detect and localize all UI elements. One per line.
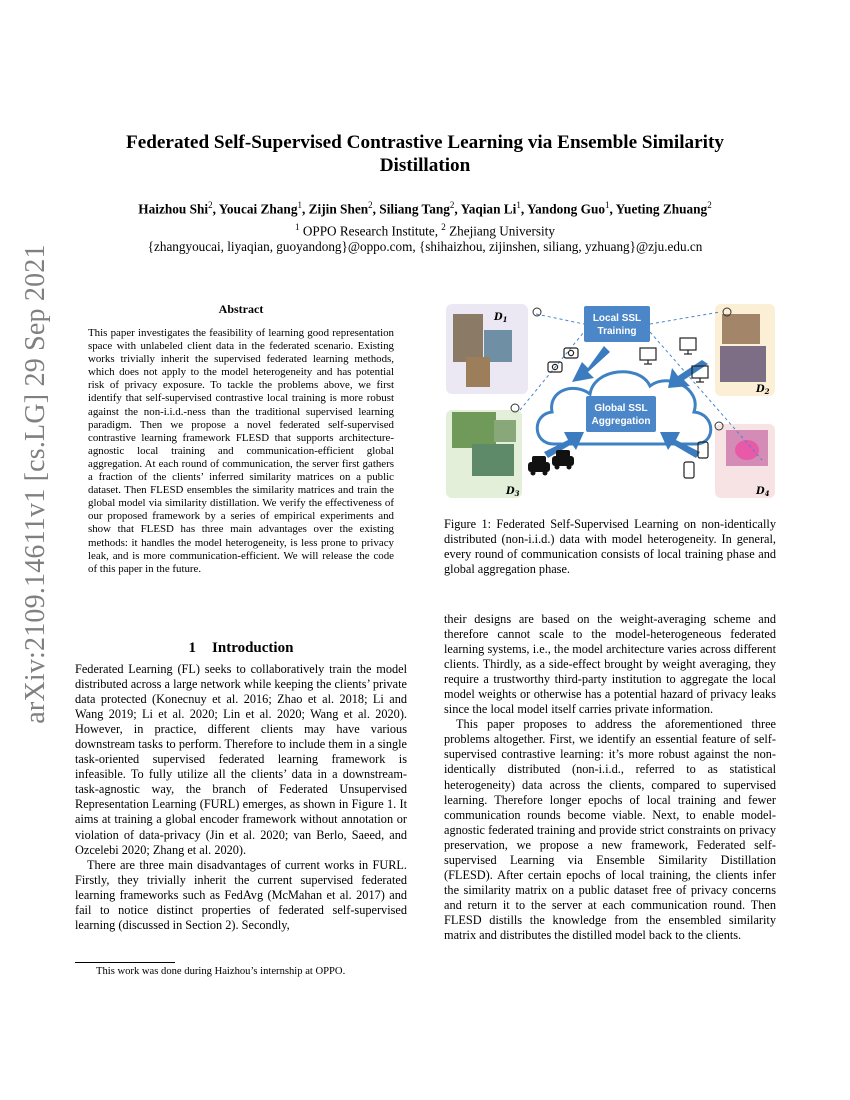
arxiv-stamp-text: arXiv:2109.14611v1 [cs.LG] 29 Sep 2021 [20,244,51,724]
monitor-icon [640,348,656,360]
author-emails: {zhangyoucai, liyaqian, guoyandong}@oppo.com, {shihaizhou, zijinshen, siliang, yzhuang}@zju.edu.cn [147,239,703,254]
global-box-line-1: Global SSL [594,403,648,414]
footnote: This work was done during Haizhou’s internship at OPPO. [96,966,346,977]
author-affil-mark: 2 [707,200,712,210]
paragraph: This paper proposes to address the aforementioned three problems altogether. First, we identify an essential feature of self-supervised contrastive learning: it’s more robust against the non-identically distributed (non-i.i.d., referred to as statistical heterogeneity) data across the clients, compared to supervised learning. Therefore longer epochs of local training and fewer communication rounds become viable. Next, to enable model-agnostic federated training and provide strict constraints on privacy preservation, we propose a new framework, Federated self-supervised Learning via Ensemble Similarity Distillation (FLESD). After certain epochs of local training, the clients infer the similarity matrix on a public dataset free of privacy concerns and return it to the server at each communication round. Then FLESD distills the knowledge from the ensembled similarity matrix and distributes the distilled model back to the clients. [444,717,776,942]
author-affil-mark: 2 [208,200,213,210]
client-label-d2: $D_2$ [756,384,770,396]
author-list: Haizhou Shi$^2$, Youcai Zhang$^1$, Zijin Shen$^2$, Siliang Tang$^2$, Yaqian Li$^1$, Yandong Guo$^1$, Yueting Zhuang$^2$ [138,200,712,217]
author-name: Youcai Zhang [218,201,298,217]
client-d2-photo [722,314,760,344]
camera-icon [564,348,578,358]
footnote-rule [75,962,175,963]
affil-mark: 2 [441,222,446,232]
client-d3-photo [452,412,496,448]
author-affil-mark: 1 [516,200,521,210]
paragraph: Federated Learning (FL) seeks to collaboratively train the model distributed across a large network while keeping the clients’ private data protected (Konecnuy et al. 2016; Zhao et al. 2018; Li and Wang 2019; Li et al. 2020; Lin et al. 2020; Wang et al. 2020). However, in practice, different clients may have various downstream tasks to perform. Therefore to include them in a single task-oriented supervised federated learning framework is infeasible. To fully utilize all the clients’ data in a downstream-task-agnostic way, the branch of Federated Unsupervised Representation Learning (FURL) emerges, as shown in Figure 1. It aims at training a global encoder framework without annotation or violation of data-privacy (Jin et al. 2020; van Berlo, Saeed, and Ozcelebi 2020; Zhang et al. 2020). [75,662,407,857]
monitor-icon [680,338,696,350]
client-label-d4: $D_4$ [756,486,770,498]
arxiv-identifier-stamp [14,244,58,724]
affil-mark: 1 [295,222,300,232]
client-label-d1: $D_1$ [494,312,508,324]
author-name: Haizhou Shi [138,201,209,217]
local-box-line-2: Training [597,326,637,337]
client-label-d3: $D_3$ [506,486,520,498]
affiliation-oppo: OPPO Research Institute, [302,223,438,239]
abstract-text: This paper investigates the feasibility of learning good representation space with unlabeled client data in the federated scenario. Existing works trivially inherit the supervised federated learning methods, which does not apply to the model heterogeneity and has potential risk of privacy exposure. To tackle the problems above, we first identify that self-supervised contrastive local training is more robust against the non-i.i.d.-ness than the traditional supervised learning paradigm. Then we propose a novel federated self-supervised contrastive learning framework FLESD that supports architecture-agnostic local training and communication-efficient global aggregation. At each round of communication, the server first gathers a fraction of the clients’ inferred similarity matrices on a public dataset. Then FLESD ensembles the similarity matrices and train the global model via similarity distillation. We verify the effectiveness of our proposed framework by a series of empirical experiments and show that FLESD has three main advantages over the existing methods: it handles the model heterogeneity, is less prone to privacy leak, and is more communication-efficient. We will release the code of this paper in the future. [88,327,394,575]
affiliation-zju: Zhejiang University [449,223,555,239]
author-affil-mark: 2 [449,200,455,210]
section-number: 1 [188,640,197,656]
section-heading [75,640,407,657]
client-d1-photo [453,314,483,362]
camera-lens [568,350,573,355]
figure-1-diagram [444,302,777,500]
author-name: Zijin Shen [308,201,369,217]
paper-title: Federated Self-Supervised Contrastive Learning via Ensemble Similarity Distillation [126,132,724,176]
client-d2-photo [720,346,766,382]
client-d3-photo [494,420,516,442]
client-d1-photo [466,357,490,387]
author-affil-mark: 1 [297,200,302,210]
paragraph: their designs are based on the weight-averaging scheme and therefore cannot scale to the model-heterogeneous federated learning systems, i.e., the model architecture varies across different clients. Thirdly, as a side-effect brought by weight averaging, they require a trustworthy third-party institution to aggregate the local model weights or otherwise has a potential hazard of privacy leaks since the local model itself carries private information. [444,612,776,717]
author-affil-mark: 2 [368,200,373,210]
author-affil-mark: 1 [605,200,610,210]
abstract-heading: Abstract [218,302,264,316]
author-name: Yueting Zhuang [615,201,708,217]
local-box-line-1: Local SSL [592,313,642,324]
affiliations [60,222,790,239]
paragraph: There are three main disadvantages of current works in FURL. Firstly, they trivially inherit the current supervised federated learning frameworks such as FedAvg (McMahan et al. 2017) and fail to notice distinct properties of federated self-supervised learning (discussed in Section 2). Secondly, [75,857,407,932]
author-name: Yaqian Li [460,201,517,217]
client-d3-photo [472,444,514,476]
heart-bottle-image [735,440,759,460]
right-column-body [444,612,776,943]
author-name: Siliang Tang [379,201,450,217]
author-name: Yandong Guo [527,201,606,217]
left-column-body [75,662,407,933]
phone-icon [684,462,694,478]
figure-caption: Figure 1: Federated Self-Supervised Learning on non-identically distributed (non-i.i.d.) data with model heterogeneity. In general, every round of communication consists of local training phase and global aggregation phase. [444,517,776,576]
section-title: Introduction [212,640,294,656]
global-box-line-2: Aggregation [591,416,651,427]
